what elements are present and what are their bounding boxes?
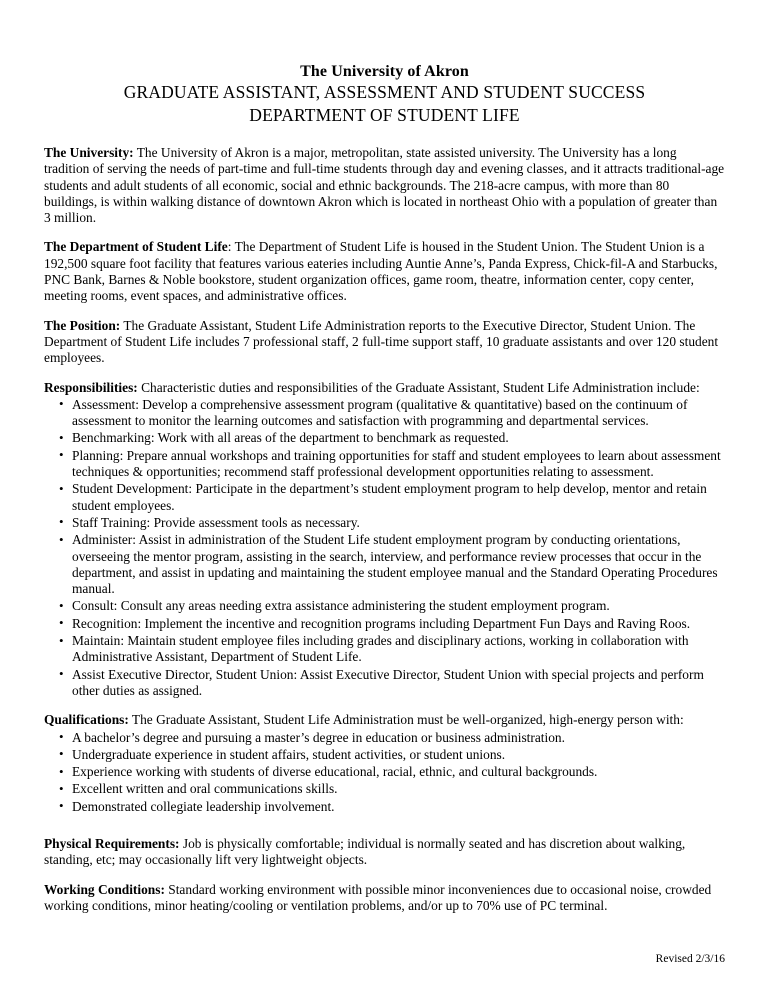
section-text-physical-requirements: Job is physically comfortable; individual is normally seated and has discretion about walking, standing, etc; may occasionally lift very lightweight objects. [44,835,686,868]
list-item: • Consult: Consult any areas needing extra assistance administering the student employment program. [44,598,725,614]
list-item: • Undergraduate experience in student affairs, student activities, or student unions. [44,747,725,763]
list-item: • Administer: Assist in administration of the Student Life student employment program by conducting orientations, overseeing the mentor program, assisting in the search, interview, and performance review processes that occur in the department, and assist in updating and maintaining the student employee manual and the Standard Operating Procedures manual. [44,532,725,597]
section-text-department-of-student-life: : The Department of Student Life is housed in the Student Union. The Student Union is a 192,500 square foot facility that features various eateries including Auntie Anne’s, Panda Express, Chick-fil-A and Starbucks, PNC Bank, Barnes & Noble bookstore, student organization offices, game room, theatre, information center, copy center, meeting rooms, event spaces, and administrative offices. [44,239,718,304]
list-item: • Planning: Prepare annual workshops and training opportunities for staff and student employees to learn about assessment techniques & opportunities; recommend staff professional development opportunities relating to assessment. [44,448,725,481]
section-responsibilities [44,380,725,396]
qualifications-list [44,730,725,815]
list-item: • Demonstrated collegiate leadership involvement. [44,799,725,815]
list-item: • Assessment: Develop a comprehensive assessment program (qualitative & quantitative) based on the continuum of assessment to monitor the learning outcomes and satisfaction with programming and departmental services. [44,397,725,430]
page-title-university: The University of Akron [300,63,469,80]
page-title-department: DEPARTMENT OF STUDENT LIFE [249,105,520,125]
list-item: • Staff Training: Provide assessment tools as necessary. [44,515,725,531]
section-text-qualifications: The Graduate Assistant, Student Life Administration must be well-organized, high-energy person with: [128,712,684,728]
list-item: • Recognition: Implement the incentive and recognition programs including Department Fun Days and Raving Roos. [44,616,725,632]
section-label-qualifications: Qualifications: [44,712,129,728]
responsibilities-list [44,397,725,699]
section-qualifications [44,712,725,728]
section-text-the-position: The Graduate Assistant, Student Life Administration reports to the Executive Director, Student Union. The Department of Student Life includes 7 professional staff, 2 full-time support staff, 10 graduate assistants and over 120 student employees. [44,317,719,366]
section-the-university [44,145,725,226]
section-label-physical-requirements: Physical Requirements: [44,835,180,851]
section-text-working-conditions: Standard working environment with possible minor inconveniences due to occasional noise, crowded working conditions, minor heating/cooling or ventilation problems, and/or up to 70% use of PC terminal. [44,881,712,913]
section-label-working-conditions: Working Conditions: [44,881,165,897]
list-item: • Assist Executive Director, Student Union: Assist Executive Director, Student Union with special projects and perform other duties as assigned. [44,667,725,700]
list-item: • A bachelor’s degree and pursuing a master’s degree in education or business administration. [44,730,725,746]
section-label-department-of-student-life: The Department of Student Life [44,239,228,255]
revision-date: Revised 2/3/16 [655,953,725,965]
section-label-the-university: The University: [44,145,134,160]
document-header [44,62,725,127]
section-spacer [44,828,725,836]
section-text-responsibilities: Characteristic duties and responsibilities of the Graduate Assistant, Student Life Administration include: [137,379,700,395]
section-physical-requirements [44,836,725,869]
section-label-responsibilities: Responsibilities: [44,379,138,395]
list-item: • Student Development: Participate in the department’s student employment program to help develop, mentor and retain student employees. [44,481,725,514]
list-item: • Experience working with students of diverse educational, racial, ethnic, and cultural backgrounds. [44,764,725,780]
section-label-the-position: The Position: [44,317,121,333]
list-item: • Benchmarking: Work with all areas of the department to benchmark as requested. [44,430,725,446]
section-text-the-university: The University of Akron is a major, metropolitan, state assisted university. The University has a long tradition of serving the needs of part-time and full-time students through day and evening classes, and it attracts traditional-age students and adult students of all economic, social and ethnic backgrounds. The 218-acre campus, with more than 80 buildings, is within walking distance of downtown Akron which is located in northeast Ohio with a population of greater than 3 million. [44,145,725,226]
page-title-position: GRADUATE ASSISTANT, ASSESSMENT AND STUDENT SUCCESS [123,82,646,102]
list-item: • Excellent written and oral communications skills. [44,781,725,797]
section-department-of-student-life [44,239,725,304]
section-the-position [44,318,725,367]
section-working-conditions [44,882,725,915]
list-item: • Maintain: Maintain student employee files including grades and disciplinary actions, working in collaboration with Administrative Assistant, Department of Student Life. [44,633,725,666]
